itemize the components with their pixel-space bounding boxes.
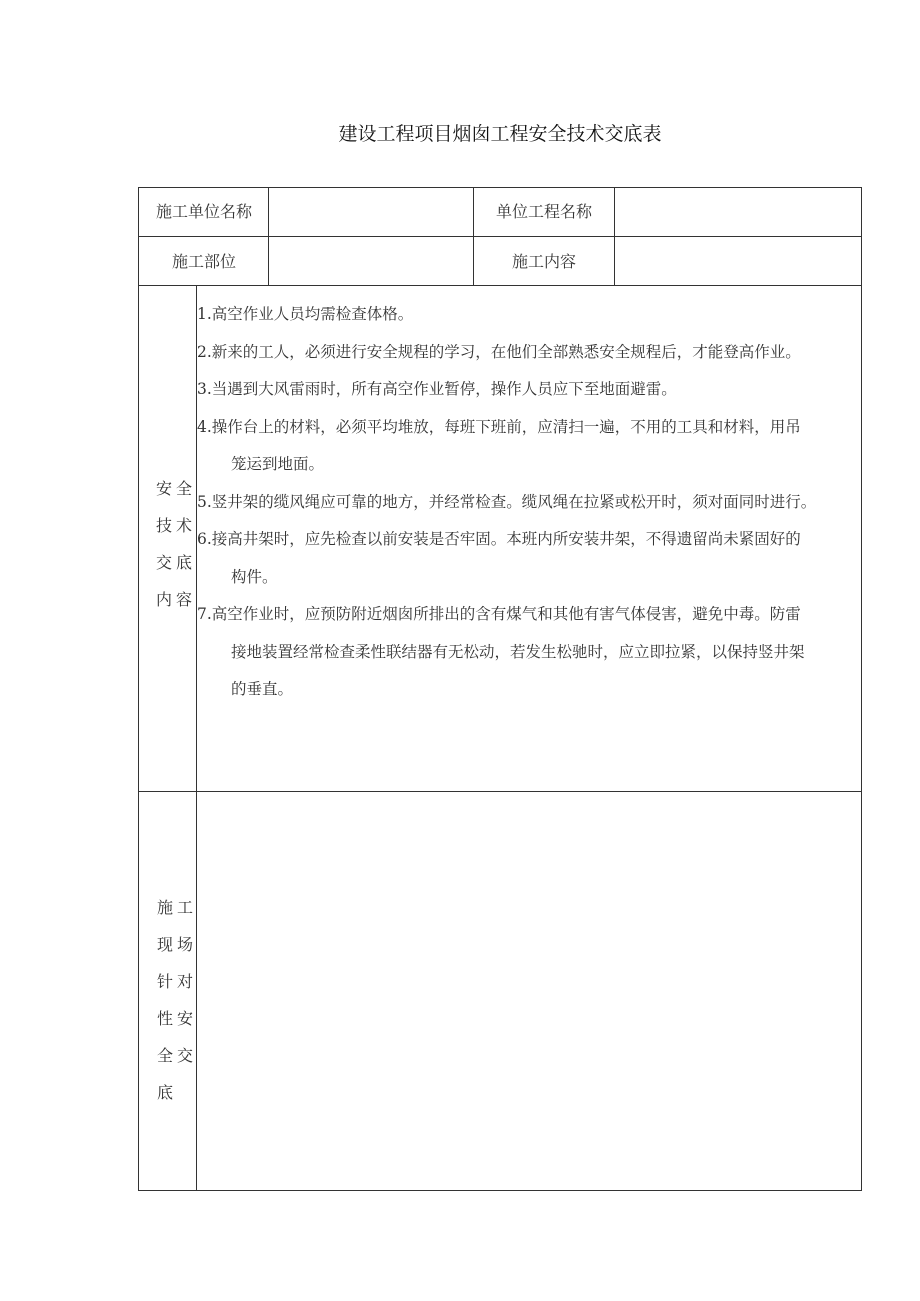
item-text: 7.高空作业时，应预防附近烟囱所排出的含有煤气和其他有害气体侵害，避免中毒。防雷 <box>197 605 801 623</box>
item-text: 4.操作台上的材料，必须平均堆放，每班下班前，应清扫一遍，不用的工具和材料，用吊 <box>197 417 801 436</box>
safety-item <box>197 334 861 372</box>
content-label: 施工内容 <box>511 252 576 271</box>
location-label: 施工部位 <box>171 252 236 271</box>
item-text: 1.高空作业人员均需检查体格。 <box>197 305 414 323</box>
safety-item <box>197 596 861 709</box>
item-text: 2.新来的工人，必须进行安全规程的学习，在他们全部熟悉安全规程后，才能登高作业。 <box>197 342 801 361</box>
item-continuation: 笼运到地面。 <box>231 455 325 473</box>
item-text: 5.竖井架的缆风绳应可靠的地方，并经常检查。缆风绳在拉紧或松开时，须对面同时进行。 <box>197 492 817 511</box>
item-continuation: 的垂直。 <box>231 680 294 698</box>
document-title: 建设工程项目烟囱工程安全技术交底表 <box>338 123 662 145</box>
label-line: 技术 <box>156 516 192 535</box>
site-section-content[interactable] <box>199 795 859 1187</box>
safety-item <box>197 371 861 409</box>
unit-name-label: 施工单位名称 <box>155 202 252 221</box>
label-line: 针对 <box>157 972 193 991</box>
safety-items <box>197 296 861 709</box>
safety-section-label <box>156 470 192 618</box>
label-line: 性安 <box>157 1009 193 1028</box>
safety-item <box>197 484 861 522</box>
label-line: 施工 <box>157 898 193 917</box>
project-name-label: 单位工程名称 <box>495 202 592 221</box>
label-line: 安全 <box>156 479 192 498</box>
item-text: 3.当遇到大风雷雨时，所有高空作业暂停，操作人员应下至地面避雷。 <box>197 380 677 398</box>
safety-item <box>197 409 861 484</box>
item-continuation: 接地装置经常检查柔性联结器有无松动，若发生松驰时，应立即拉紧，以保持竖井架 <box>231 642 805 661</box>
label-line: 现场 <box>157 935 193 954</box>
safety-item <box>197 521 861 596</box>
label-line: 内容 <box>156 590 192 609</box>
label-line: 全交 <box>157 1046 193 1065</box>
item-continuation: 构件。 <box>231 567 278 586</box>
label-line: 底 <box>157 1083 174 1102</box>
label-line: 交底 <box>156 553 192 572</box>
item-text: 6.接高井架时，应先检查以前安装是否牢固。本班内所安装井架，不得遗留尚未紧固好的 <box>197 530 801 548</box>
site-section-label <box>157 889 193 1111</box>
safety-item <box>197 296 861 334</box>
